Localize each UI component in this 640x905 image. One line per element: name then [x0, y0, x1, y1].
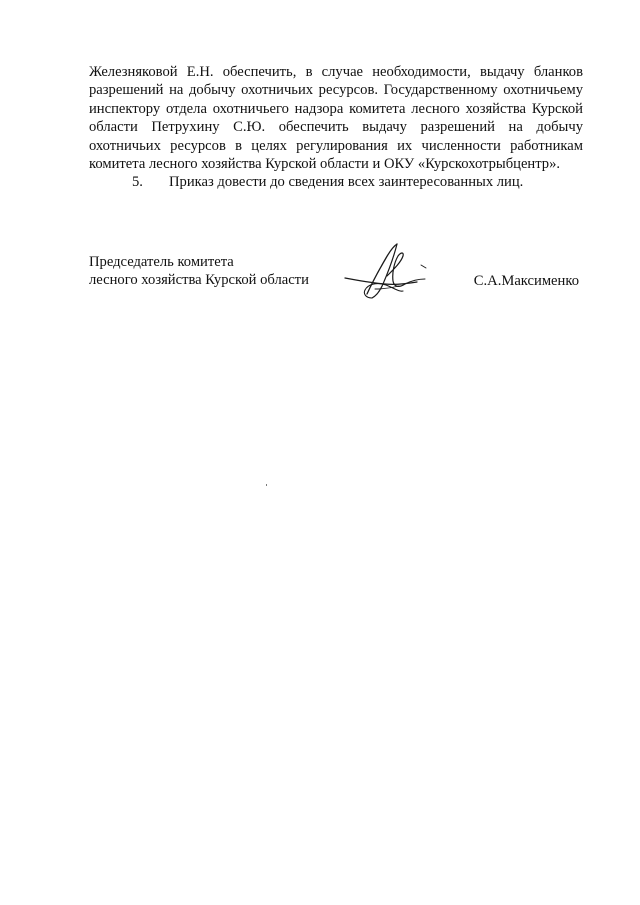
item-number: 5.	[132, 174, 143, 191]
document-body	[89, 63, 583, 192]
signatory-name: С.А.Максименко	[473, 273, 579, 289]
scan-speck	[266, 484, 267, 486]
paragraph-line-4: хозяйства Курской области Петрухину С.Ю. обеспечить выдачу	[89, 100, 583, 136]
paragraph-line-5: разрешений на добычу охотничьих ресурсов в целях регулирования их	[89, 119, 583, 154]
position-line-2: лесного хозяйства Курской области	[89, 272, 309, 289]
position-line-1: Председатель комитета	[89, 254, 234, 270]
paragraph-line-1: Железняковой Е.Н. обеспечить, в случае необходимости, выдачу бланков	[89, 64, 583, 80]
list-item-5	[89, 173, 583, 191]
paragraph-line-6: численности работникам комитета лесного хозяйства Курской области и	[89, 137, 583, 173]
handwritten-signature	[339, 242, 433, 302]
item-text: Приказ довести до сведения всех заинтересованных лиц.	[169, 174, 524, 191]
paragraph-line-2: разрешений на добычу охотничьих ресурсов. Государственному	[89, 82, 498, 99]
body-paragraph	[89, 63, 583, 173]
signature-block	[89, 250, 583, 310]
position-title	[89, 253, 309, 290]
paragraph-line-3: охотничьему инспектору отдела охотничьего надзора комитета лесного	[89, 82, 583, 117]
paragraph-line-7: ОКУ «Курскохотрыбцентр».	[383, 156, 561, 173]
